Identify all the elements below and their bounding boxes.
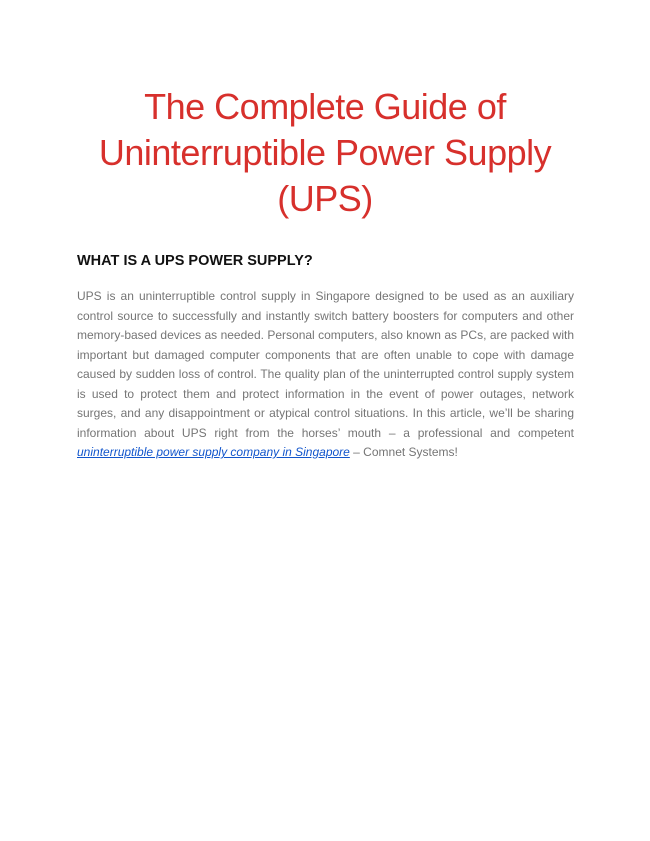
- paragraph-text-before-link: UPS is an uninterruptible control supply in Singapore designed to be used as an auxiliary control source to successfully and instantly switch battery boosters for computers and other memory-based devices as needed. Personal computers, also known as PCs, are packed with important but damaged computer components that are often unable to cope with damage caused by sudden loss of control. The quality plan of the uninterrupted control supply system is used to protect them and protect information in the event of power outages, network surges, and any disappointment or atypical control situations. In this article, we’ll be sharing information about UPS right from the horses’ mouth – a professional and competent: [77, 289, 574, 440]
- title-line-2: Uninterruptible Power Supply: [98, 132, 552, 173]
- page-title: [60, 84, 590, 222]
- ups-company-link[interactable]: uninterruptible power supply company in Singapore: [77, 445, 350, 459]
- title-line-3: (UPS): [277, 178, 373, 219]
- paragraph-text-after-link: – Comnet Systems!: [349, 445, 458, 459]
- section-heading: WHAT IS A UPS POWER SUPPLY?: [77, 253, 313, 269]
- body-paragraph: [77, 287, 574, 463]
- title-line-1: The Complete Guide of: [144, 86, 506, 127]
